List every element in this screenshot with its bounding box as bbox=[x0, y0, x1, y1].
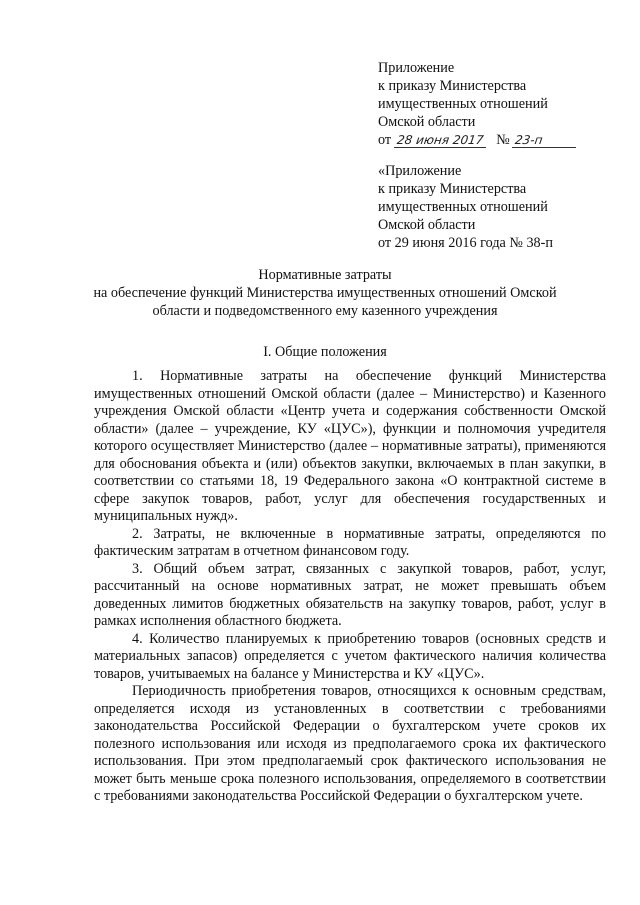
appendix-line: «Приложение bbox=[378, 163, 462, 179]
appendix-line: Омской области bbox=[378, 114, 476, 130]
handwritten-number: 23-п bbox=[512, 133, 578, 148]
appendix-header bbox=[378, 59, 577, 149]
appendix-line: от 29 июня 2016 года № 38-п bbox=[378, 235, 553, 251]
date-prefix: от bbox=[378, 132, 392, 148]
paragraph: 4. Количество планируемых к приобретению товаров (основных средств и материальных запасов) определяется с учетом фактического наличия количества товаров, учитываемых на балансе у Министерства и КУ «ЦУС». bbox=[94, 630, 606, 682]
title-line: Нормативные затраты bbox=[258, 267, 392, 283]
appendix-line: имущественных отношений bbox=[378, 96, 548, 112]
number-label: № bbox=[496, 132, 510, 148]
paragraph: 2. Затраты, не включенные в нормативные затраты, определяются по фактическим затратам в отчетном финансовом году. bbox=[94, 525, 606, 559]
paragraph: 3. Общий объем затрат, связанных с закупкой товаров, работ, услуг, рассчитанный на основе нормативных затрат, не может превышать объем доведенных лимитов бюджетных обязательств на закупку товаров, работ, услуг в рамках исполнения областного бюджета. bbox=[94, 560, 606, 629]
order-date-row bbox=[378, 131, 577, 149]
document-title bbox=[60, 266, 590, 320]
section-heading: I. Общие положения bbox=[263, 344, 387, 360]
paragraph: Периодичность приобретения товаров, относящихся к основным средствам, определяется исходя из установленных в соответствии с требованиями законодательства Российской Федерации о бухгалтерском учете сроков их полезного использования или исходя из предполагаемого срока их фактического использования. При этом предполагаемый срок фактического использования не может быть меньше срока полезного использования, определяемого в соответствии с требованиями законодательства Российской Федерации о бухгалтерском учете. bbox=[94, 683, 606, 804]
appendix-line: к приказу Министерства bbox=[378, 78, 527, 94]
title-line: на обеспечение функций Министерства имущественных отношений Омской bbox=[93, 285, 557, 301]
previous-appendix-header bbox=[378, 162, 553, 252]
document-body bbox=[94, 368, 606, 806]
appendix-line: Приложение bbox=[378, 60, 455, 76]
title-line: области и подведомственного ему казенного учреждения bbox=[152, 303, 498, 319]
appendix-line: имущественных отношений bbox=[378, 199, 548, 215]
handwritten-date: 28 июня 2017 bbox=[394, 133, 488, 148]
appendix-line: Омской области bbox=[378, 217, 476, 233]
appendix-line: к приказу Министерства bbox=[378, 181, 527, 197]
paragraph: 1. Нормативные затраты на обеспечение функций Министерства имущественных отношений Омской области (далее – Министерство) и Казенного учреждения Омской области «Центр учета и содержания собственности Омской области» (далее – учреждение, КУ «ЦУС»), функции и полномочия учредителя которого осуществляет Министерство (далее – нормативные затраты), применяются для обоснования объекта и (или) объектов закупки, включаемых в план закупки, в соответствии со статьями 18, 19 Федерального закона «О контрактной системе в сфере закупок товаров, работ, услуг для обеспечения государственных и муниципальных нужд». bbox=[94, 368, 606, 524]
